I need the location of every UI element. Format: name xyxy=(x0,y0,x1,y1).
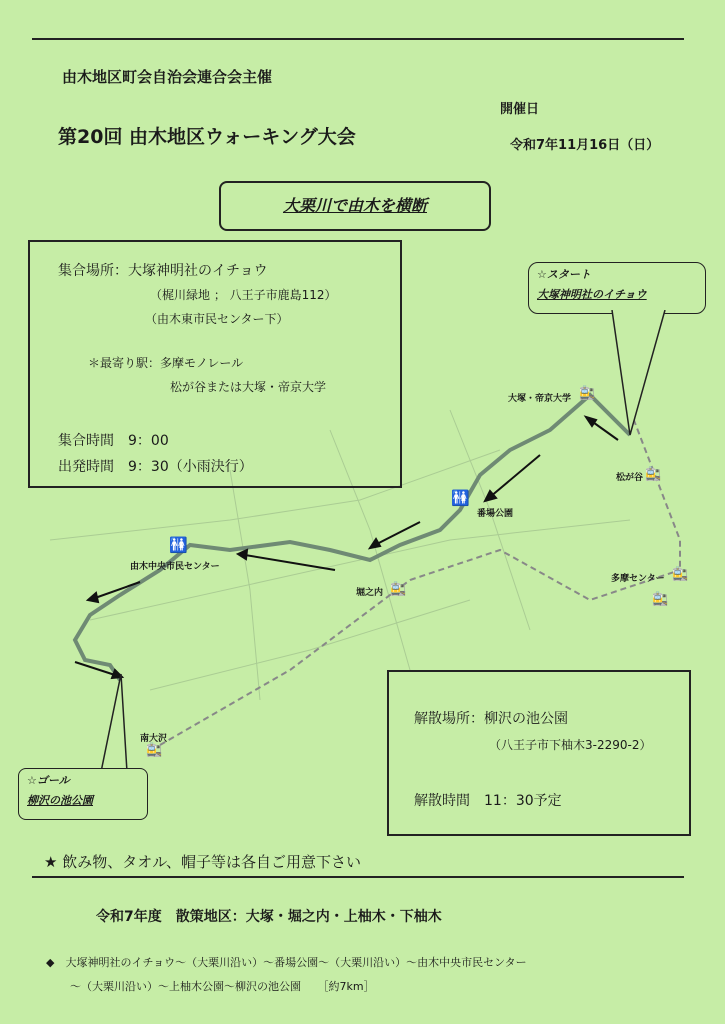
goal-callout xyxy=(18,768,148,820)
label-otsuka: 大塚・帝京大学 xyxy=(508,394,572,404)
top-rule xyxy=(32,38,684,40)
route-line-1: ◆ 大塚神明社のイチョウ～（大栗川沿い）～番場公園～（大栗川沿い）～由木中央市民センター xyxy=(46,956,527,969)
goal-pointer xyxy=(95,672,135,774)
gather-time: 集合時間 9：00 xyxy=(58,433,169,449)
date-label: 開催日 xyxy=(500,102,540,117)
dismissal-place: 解散場所：柳沢の池公園 xyxy=(414,711,568,727)
train-icon: 🚉 xyxy=(645,467,662,482)
bottom-rule xyxy=(32,876,684,878)
train-icon: 🚉 xyxy=(146,743,163,758)
label-minamiosawa: 南大沢 xyxy=(140,734,168,744)
event-date: 令和7年11月16日（日） xyxy=(510,138,660,153)
label-tamacenter: 多摩センター xyxy=(611,574,665,584)
nearest-station: ＊最寄り駅：多摩モノレール xyxy=(88,356,244,370)
train-icon: 🚉 xyxy=(579,386,596,401)
route-line-2: ～（大栗川沿い）～上柚木公園～柳沢の池公園 ［約7km］ xyxy=(70,980,375,993)
start-time: 出発時間 9：30（小雨決行） xyxy=(58,459,253,475)
label-matsugaya: 松が谷 xyxy=(616,473,644,483)
notice-text: ★ 飲み物、タオル、帽子等は各自ご用意下さい xyxy=(44,853,362,871)
meeting-place: 集合場所：大塚神明社のイチョウ xyxy=(58,263,268,279)
label-yugi-center: 由木中央市民センター xyxy=(130,562,220,572)
dismissal-box xyxy=(387,670,691,836)
meeting-info-box xyxy=(28,240,402,488)
theme-text: 大栗川で由木を横断 xyxy=(282,196,427,215)
start-pointer xyxy=(600,310,680,440)
restroom-icon: 🚻 xyxy=(169,536,188,554)
theme-box xyxy=(219,181,491,231)
goal-callout-title: ☆ゴール xyxy=(27,774,70,787)
restroom-icon: 🚻 xyxy=(451,489,470,507)
train-icon: 🚉 xyxy=(652,592,669,607)
goal-callout-place: 柳沢の池公園 xyxy=(27,794,93,807)
start-callout-place: 大塚神明社のイチョウ xyxy=(537,288,647,301)
start-callout-title: ☆スタート xyxy=(537,268,591,281)
dismissal-time: 解散時間 11：30予定 xyxy=(414,793,562,809)
meeting-place-detail2: （由木東市民センター下） xyxy=(145,312,289,326)
label-banba: 番場公園 xyxy=(477,509,514,519)
start-callout xyxy=(528,262,706,314)
train-icon: 🚉 xyxy=(672,567,689,582)
dismissal-address: （八王子市下柚木3-2290-2） xyxy=(489,738,652,752)
page-title: 第20回 由木地区ウォーキング大会 xyxy=(58,126,356,148)
label-horinouchi: 堀之内 xyxy=(356,588,384,598)
train-icon: 🚉 xyxy=(390,582,407,597)
organizer-text: 由木地区町会自治会連合会主催 xyxy=(62,68,273,86)
nearest-station-names: 松が谷または大塚・帝京大学 xyxy=(170,380,327,394)
meeting-place-detail1: （梶川緑地 ； 八王子市鹿島112） xyxy=(150,288,337,302)
walk-area: 令和7年度 散策地区：大塚・堀之内・上柚木・下柚木 xyxy=(96,909,442,925)
